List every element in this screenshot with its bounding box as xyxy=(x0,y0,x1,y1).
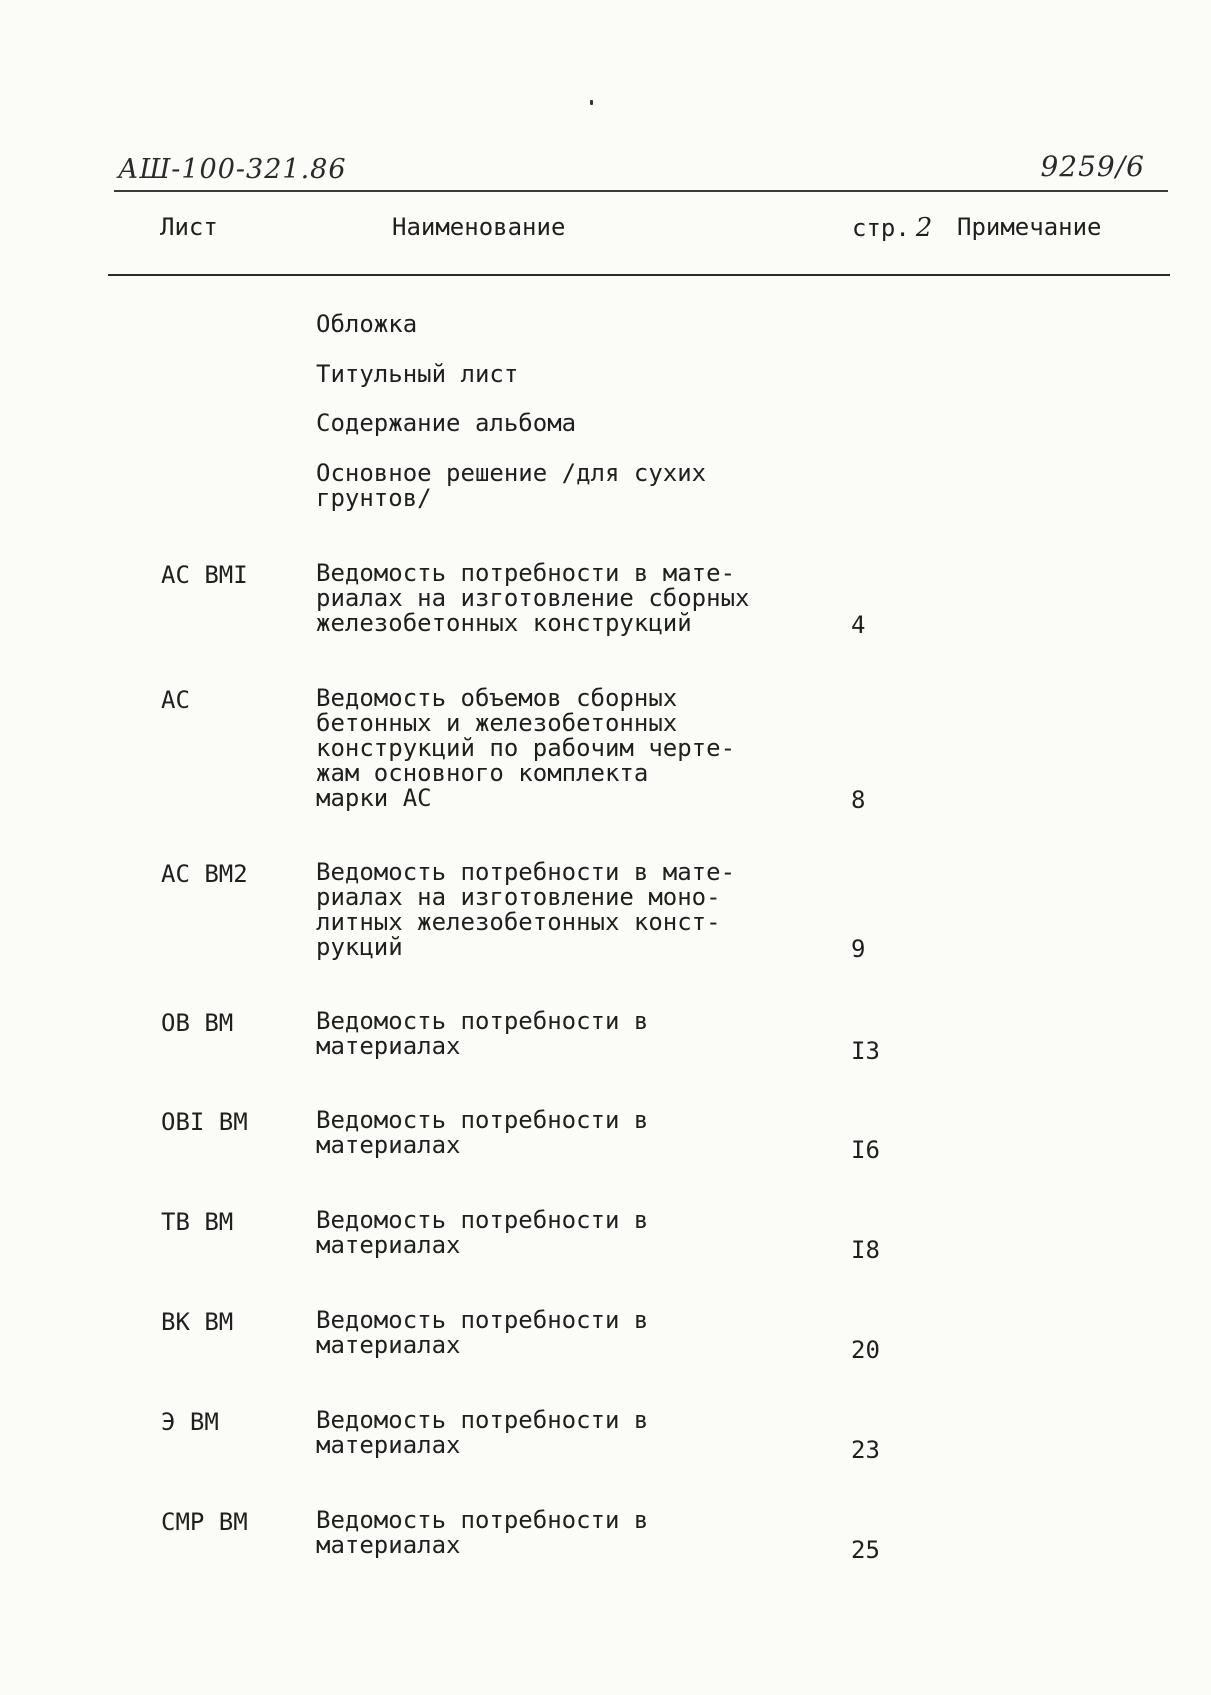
item-name: Ведомость потребности в материалах xyxy=(316,1206,649,1259)
item-name: Ведомость потребности в мате- риалах на изготовление сборных железобетонных конструкций xyxy=(316,559,750,637)
item-page: I3 xyxy=(851,1037,880,1065)
sheet-code: ТВ ВМ xyxy=(161,1208,234,1236)
sheet-code: СМР ВМ xyxy=(161,1508,248,1536)
item-name: Содержание альбома xyxy=(316,409,577,437)
item-name: Основное решение /для сухих грунтов/ xyxy=(316,459,707,512)
item-name: Ведомость потребности в мате- риалах на изготовление моно- литных железобетонных конст- рукций xyxy=(316,858,736,961)
sheet-code: ОВI ВМ xyxy=(161,1108,248,1136)
sheet-code: АС xyxy=(161,686,190,714)
column-header-note: Примечание xyxy=(957,213,1102,241)
item-page: 23 xyxy=(851,1436,880,1464)
header-divider xyxy=(108,274,1170,276)
document-number: 9259/6 xyxy=(1040,150,1145,183)
sheet-code: ОВ ВМ xyxy=(161,1009,234,1037)
column-header-page xyxy=(852,213,932,243)
item-page: I6 xyxy=(851,1136,880,1164)
item-page: I8 xyxy=(851,1236,880,1264)
item-name: Ведомость потребности в материалах xyxy=(316,1106,649,1159)
item-page: 4 xyxy=(851,611,866,639)
item-name: Ведомость потребности в материалах xyxy=(316,1306,649,1359)
sheet-code: АС ВМI xyxy=(161,561,248,589)
sheet-code: ВК ВМ xyxy=(161,1308,234,1336)
item-page: 25 xyxy=(851,1536,880,1564)
sheet-code: Э ВМ xyxy=(161,1408,219,1436)
item-page: 9 xyxy=(851,935,866,963)
item-name: Обложка xyxy=(316,310,418,338)
sheet-code: АС ВМ2 xyxy=(161,860,248,888)
item-page: 20 xyxy=(851,1336,880,1364)
item-page: 8 xyxy=(851,786,866,814)
item-name: Ведомость потребности в материалах xyxy=(316,1007,649,1060)
item-name: Ведомость потребности в материалах xyxy=(316,1406,649,1459)
page-number: 2 xyxy=(915,213,933,243)
item-name: Титульный лист xyxy=(316,360,519,388)
item-name: Ведомость потребности в материалах xyxy=(316,1506,649,1559)
column-header-sheet: Лист xyxy=(160,213,218,241)
document-code: АШ-100-321.86 xyxy=(118,154,347,185)
column-header-name: Наименование xyxy=(392,213,566,241)
top-divider xyxy=(114,190,1168,192)
column-header-page-label: стр. xyxy=(852,214,910,242)
scan-speck xyxy=(590,100,593,105)
item-name: Ведомость объемов сборных бетонных и железобетонных конструкций по рабочим черте- жам основного комплекта марки АС xyxy=(316,684,736,812)
